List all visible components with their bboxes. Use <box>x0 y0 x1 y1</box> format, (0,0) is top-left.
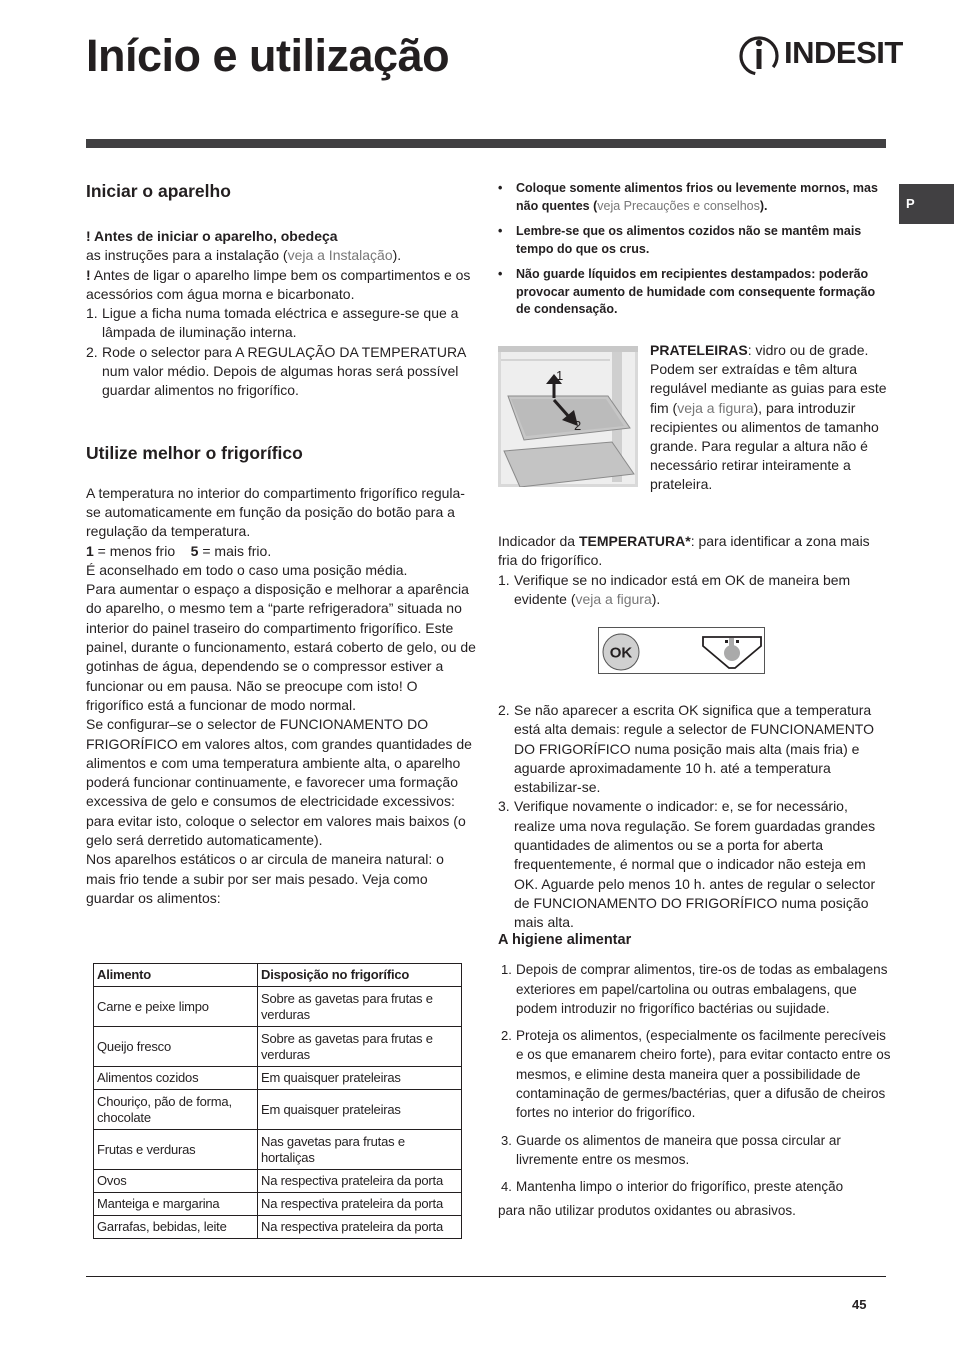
indicator-intro-text: Indicador da <box>498 533 579 549</box>
hygiene-list <box>498 960 893 1196</box>
paragraph: É aconselhado em todo o caso uma posição média. <box>86 561 408 578</box>
step-text: Ligue a ficha numa tomada eléctrica e assegure-se que a lâmpada de iluminação interna. <box>102 305 459 341</box>
list-item <box>86 304 476 343</box>
ok-label: OK <box>609 644 633 662</box>
warning-2-text: Antes de ligar o aparelho limpe bem os compartimentos e os acessórios com água morna e bicarbonato. <box>86 266 471 302</box>
item-number: 3. <box>501 1132 512 1148</box>
item-number: 2. <box>501 1028 512 1044</box>
table-row <box>94 1216 462 1239</box>
link-instalacao: veja a Instalação <box>287 247 393 264</box>
warning-2-mark: ! <box>86 266 91 283</box>
table-cell: Chouriço, pão de forma, chocolate <box>94 1090 258 1130</box>
indicator-intro <box>498 532 888 571</box>
indicator-bold: TEMPERATURA* <box>578 533 691 549</box>
step-number: 1. <box>498 571 510 588</box>
hygiene-trailing-text: para não utilizar produtos oxidantes ou abrasivos. <box>498 1202 796 1218</box>
link-figura-shelves: veja a figura <box>677 399 754 416</box>
item-text: Proteja os alimentos, (especialmente os facilmente perecíveis e os que emanarem cheiro forte), para evitar contacto entre os mesmos, e elimine desta maneira quer a possibilidade de contaminação de germes/bactérias, quer a difusão de cheiros fortes no interior do frigorífico. <box>516 1028 891 1121</box>
shelves-text-1: : vidro ou de grade. Podem ser extraídas e têm altura regulável mediante as guias para este fim ( <box>650 342 887 416</box>
indesit-logo <box>738 32 903 78</box>
table-header: Alimento <box>94 964 258 987</box>
brand-name: INDESIT <box>784 35 903 70</box>
warning-2 <box>86 266 476 305</box>
list-item: • Coloque somente alimentos frios ou levemente mornos, mas não quentes (veja Precauções e conselhos). <box>498 181 878 213</box>
figure-label-1: 1 <box>556 368 564 383</box>
indicator-rest: : para identificar a zona mais fria do frigorífico. <box>498 533 870 569</box>
table-cell: Sobre as gavetas para frutas e verduras <box>258 987 462 1027</box>
tip-text: Não guarde líquidos em recipientes destampados: poderão provocar aumento de humidade com consequente formação de condensação. <box>516 267 876 316</box>
start-steps <box>86 304 476 400</box>
tip-text: Lembre-se que os alimentos cozidos não se mantêm mais tempo do que os crus. <box>516 224 862 256</box>
step-text: Verifique novamente o indicador: e, se for necessário, realize uma nova regulação. Se forem guardadas grandes quantidades de alimentos ou se a porta for aberta frequentemente, é normal que o indicador não esteja em OK. Aguarde pelo menos 10 h. antes de regular o selector de FUNCIONAMENTO DO FRIGORÍFICO numa posição mais alta. <box>514 798 876 931</box>
table-cell: Em quaisquer prateleiras <box>258 1090 462 1130</box>
step-number: 2. <box>86 343 98 360</box>
tip-text: Coloque somente alimentos frios ou levemente mornos, mas não quentes ( <box>516 181 878 213</box>
list-item <box>498 1131 893 1170</box>
table-row <box>94 1027 462 1067</box>
section-heading-higiene: A higiene alimentar <box>498 932 632 948</box>
indicator-steps <box>498 701 888 933</box>
table-cell: Ovos <box>94 1170 258 1193</box>
list-item <box>86 343 476 401</box>
item-number: 4. <box>501 1179 512 1195</box>
list-item <box>498 1177 893 1196</box>
language-tab: P <box>899 184 954 224</box>
table-cell: Em quaisquer prateleiras <box>258 1067 462 1090</box>
link-figura-indicator: veja a figura <box>575 590 652 607</box>
table-header: Disposição no frigorífico <box>258 964 462 987</box>
table-cell: Sobre as gavetas para frutas e verduras <box>258 1027 462 1067</box>
table-cell: Carne e peixe limpo <box>94 987 258 1027</box>
section-heading-utilize: Utilize melhor o frigorífico <box>86 442 303 463</box>
list-item <box>498 571 888 610</box>
item-text: Guarde os alimentos de maneira que possa circular ar livremente entre os mesmos. <box>516 1132 841 1167</box>
page-number: 45 <box>852 1297 867 1312</box>
food-hygiene-section <box>498 931 893 1220</box>
step-text: Verifique se no indicador está em OK de maneira bem evidente ( <box>514 571 851 607</box>
food-storage-table <box>93 963 462 1239</box>
table-row <box>94 987 462 1027</box>
table-cell: Na respectiva prateleira da porta <box>258 1216 462 1239</box>
shelves-label: PRATELEIRAS <box>650 342 748 358</box>
header-rule <box>86 139 886 148</box>
paragraph: Se configurar–se o selector de FUNCIONAMENTO DO FRIGORÍFICO em valores altos, com grandes quantidades de alimentos e com uma temperatura ambiente alta, o aparelho poderá funcionar continuamente, e favorecer uma formação excessiva de gelo e consumos de electricidade excessivos: para evitar isto, coloque o selector em valores mais baixos (o gelo será derretido automaticamente). <box>86 716 472 849</box>
item-number: 1. <box>501 962 512 978</box>
paragraph: Nos aparelhos estáticos o ar circula de maneira natural: o mais frio tende a subir por ser mais pesado. Veja como guardar os alimentos: <box>86 851 444 906</box>
tip-end: ). <box>759 198 768 213</box>
paragraph: A temperatura no interior do compartimento frigorífico regula-se automaticamente em função da posição do botão para a regulação da temperatura. <box>86 484 465 540</box>
scale-5-text: = mais frio. <box>198 542 272 559</box>
table-row <box>94 1130 462 1170</box>
left-column <box>86 180 476 908</box>
table-row <box>94 1067 462 1090</box>
list-item <box>498 797 888 932</box>
brand-i-icon <box>738 32 782 78</box>
list-item <box>498 960 893 1018</box>
step-end: ). <box>651 590 661 607</box>
table-header-row <box>94 964 462 987</box>
table-cell: Nas gavetas para frutas e hortaliças <box>258 1130 462 1170</box>
shelf-illustration <box>498 346 638 487</box>
scale-1-number: 1 <box>86 542 94 559</box>
table-cell: Na respectiva prateleira da porta <box>258 1170 462 1193</box>
warning-1-text: as instruções para a instalação ( <box>86 247 288 264</box>
item-text: Depois de comprar alimentos, tire-os de todas as embalagens exteriores em papel/cartolina ou outras embalagens, que podem introduzir no frigorífico bactérias ou sujidade. <box>516 962 888 1016</box>
temperature-indicator-section <box>498 532 888 609</box>
step-number: 2. <box>498 702 510 718</box>
shelves-description <box>650 341 900 495</box>
indicator-step-1 <box>498 571 888 610</box>
table-cell: Queijo fresco <box>94 1027 258 1067</box>
warning-1-bold: ! Antes de iniciar o aparelho, obedeça <box>86 228 338 244</box>
storage-tips <box>498 180 883 327</box>
figure-label-2: 2 <box>574 418 582 433</box>
paragraph: Para aumentar o espaço a disposição e melhorar a aparência do aparelho, o mesmo tem a “parte refrigeradora” situada no interior do painel traseiro do compartimento frigorífico. Este painel, durante o funcionamento, estará coberto de gelo, ou de gotinhas de água, dependendo se o compressor estiver a funcionar ou em pausa. Não se preocupe com isto! O frigorífico está a funcionar de modo normal. <box>86 581 476 713</box>
list-item: • Não guarde líquidos em recipientes destampados: poderão provocar aumento de humidade com consequente formação de condensação. <box>498 267 876 316</box>
link-precaucoes: veja Precauções e conselhos <box>597 198 760 213</box>
table-cell: Garrafas, bebidas, leite <box>94 1216 258 1239</box>
table-cell: Manteiga e margarina <box>94 1193 258 1216</box>
table-cell: Frutas e verduras <box>94 1130 258 1170</box>
list-item <box>498 1026 893 1122</box>
table-row <box>94 1170 462 1193</box>
table-row <box>94 1090 462 1130</box>
indicator-step-list <box>498 701 888 933</box>
temperature-scale <box>86 542 476 561</box>
step-number: 1. <box>86 305 98 322</box>
section-heading-iniciar: Iniciar o aparelho <box>86 181 231 201</box>
warning-1 <box>86 227 476 266</box>
page-title: Início e utilização <box>86 30 450 81</box>
list-item <box>498 701 888 797</box>
ok-indicator-icon <box>599 628 766 675</box>
ok-indicator-figure <box>598 627 765 674</box>
item-text: Mantenha limpo o interior do frigorífico, preste atenção <box>516 1179 844 1195</box>
list-item: • Lembre-se que os alimentos cozidos não se mantêm mais tempo do que os crus. <box>498 224 862 256</box>
step-text: Se não aparecer a escrita OK significa que a temperatura está alta demais: regule a selector de FUNCIONAMENTO DO FRIGORÍFICO numa posição mais alta (mais fria) e aguarde aproximadamente 10 h. até a temperatura estabilizar-se. <box>514 702 874 796</box>
warning-1-end: ). <box>392 247 402 264</box>
table-cell: Alimentos cozidos <box>94 1067 258 1090</box>
step-text: Rode o selector para A REGULAÇÃO DA TEMPERATURA num valor médio. Depois de algumas horas será possível guardar alimentos no frigorífico. <box>102 343 466 399</box>
shelves-text-2: ), para introduzir recipientes ou alimentos de tamanho grande. Para regular a altura não é necessário retirar inteiramente a prateleira. <box>650 399 879 493</box>
table-cell: Na respectiva prateleira da porta <box>258 1193 462 1216</box>
footer-rule <box>86 1276 886 1277</box>
scale-5-number: 5 <box>190 542 199 559</box>
step-number: 3. <box>498 798 510 815</box>
scale-1-text: = menos frio <box>93 542 191 559</box>
table-row <box>94 1193 462 1216</box>
